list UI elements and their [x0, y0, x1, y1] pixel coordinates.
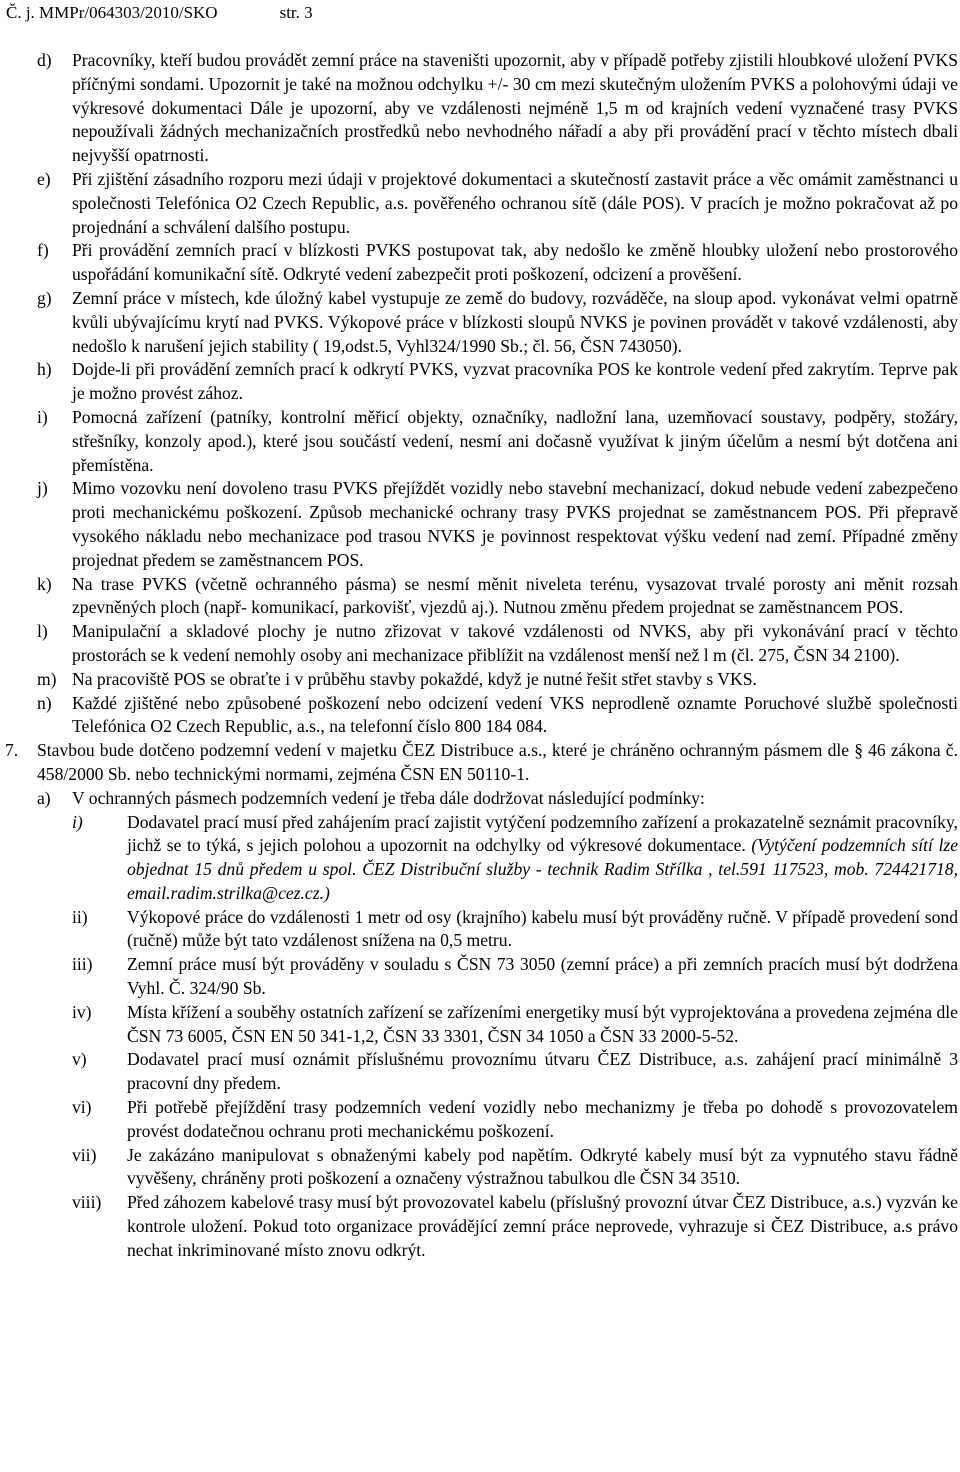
sublist-label: vii) [72, 1144, 97, 1165]
list-label: f) [37, 240, 49, 261]
subitem-ii [0, 906, 960, 954]
list-text: Při provádění zemních prací v blízkosti PVKS postupovat tak, aby nedošlo ke změně hloubky uložení nebo prostorového uspořádání komunikační sítě. Odkryté vedení zabezpečit proti poškození, odcizení a prověšení. [72, 240, 958, 285]
sublist-label: i) [72, 811, 83, 832]
list-label: a) [37, 787, 51, 808]
list-item-f [0, 239, 960, 287]
section-number: 7. [5, 740, 19, 761]
list-label: h) [37, 359, 52, 380]
sublist-italic-note: (Vytýčení podzemních sítí lze objednat 15 dnů předem u spol. ČEZ Distribuční služby - technik Radim Střílka , tel.591 117523, mob. 724421718, email.radim.strilka@cez.cz.) [127, 835, 958, 903]
list-text: Zemní práce v místech, kde úložný kabel vystupuje ze země do budovy, rozváděče, na sloup apod. vykonávat velmi opatrně kvůli ubývajícímu krytí nad PVKS. Výkopové práce v blízkosti sloupů NVKS je povinen provádět v takové vzdálenosti, aby nedošlo k narušení jejich stability ( 19,odst.5, Vyhl324/1990 Sb.; čl. 56, ČSN 743050). [72, 287, 958, 356]
sublist-label: vi) [72, 1097, 92, 1118]
list-text: Každé zjištěné nebo způsobené poškození nebo odcizení vedení VKS neprodleně oznamte Poruchové službě společnosti Telefónica O2 Czech Republic, a.s., na telefonní číslo 800 184 084. [72, 692, 958, 737]
subitem-i [0, 811, 960, 906]
list-text: Dojde-li při provádění zemních prací k odkrytí PVKS, vyzvat pracovníka POS ke kontrole vedení před zakrytím. Teprve pak je možno provést zához. [72, 359, 958, 404]
list-label: d) [37, 50, 52, 70]
list-item-n [0, 692, 960, 740]
list-text: Při zjištění zásadního rozporu mezi údaji v projektové dokumentaci a skutečností zastavit práce a věc omámit zaměstnanci u společnosti Telefónica O2 Czech Republic, a.s. pověřeného ochranou sítě (dále POS). V pracích je možno pokračovat až po projednání a schválení dalšího postupu. [72, 168, 958, 237]
sublist-label: iii) [72, 954, 93, 975]
list-label: i) [37, 406, 48, 427]
sublist-label: iv) [72, 1001, 92, 1022]
list-text: Mimo vozovku není dovoleno trasu PVKS přejíždět vozidly nebo stavební mechanizací, dokud nebude vedení zabezpečeno proti mechanickému poškození. Způsob mechanické ochrany trasy PVKS projednat se zaměstnancem POS. Při přepravě vysokého nákladu nebo mechanizace pod trasou NVKS je povinnost respektovat výšku vedení nad zemí. Případné změny projednat předem se zaměstnancem POS. [72, 478, 958, 570]
sublist-label: viii) [72, 1192, 102, 1213]
section-7 [0, 739, 960, 787]
subitem-vii [0, 1144, 960, 1192]
list-label: l) [37, 621, 48, 642]
sublist-label: ii) [72, 906, 88, 927]
list-item-k [0, 573, 960, 621]
subitem-viii [0, 1191, 960, 1262]
sublist-text: Místa křížení a souběhy ostatních zařízení se zařízeními energetiky musí být vyprojektována a provedena zejména dle ČSN 73 6005, ČSN EN 50 341-1,2, ČSN 33 3301, ČSN 34 1050 a ČSN 33 2000-5-52. [127, 1001, 958, 1046]
list-label: g) [37, 287, 52, 308]
sublist-text: Je zakázáno manipulovat s obnaženými kabely pod napětím. Odkryté kabely musí být za vypnutého stavu řádně vyvěšeny, chráněny proti poškození a označeny výstražnou tabulkou dle ČSN 34 3510. [127, 1144, 958, 1189]
list-item-e [0, 168, 960, 239]
list-item-g [0, 287, 960, 358]
list-item-l [0, 620, 960, 668]
list-text: Pomocná zařízení (patníky, kontrolní měřicí objekty, označníky, nadložní lana, uzemňovací soustavy, podpěry, stožáry, střešníky, konzoly apod.), které jsou součástí vedení, nesmí ani dočasně využívat k jiným účelům a nesmí být dotčena ani přemístěna. [72, 406, 958, 475]
list-text: Manipulační a skladové plochy je nutno zřizovat v takové vzdálenosti od NVKS, aby při vykonávání prací v těchto prostorách se k vedení nemohly osoby ani mechanizace přiblížit na vzdálenost menší než l m (čl. 275, ČSN 34 2100). [72, 621, 958, 665]
document-body [0, 49, 960, 1263]
sublist-label: v) [72, 1049, 87, 1070]
list-label: m) [37, 668, 57, 689]
sublist-text: Před záhozem kabelové trasy musí být provozovatel kabelu (příslušný provozní útvar ČEZ Distribuce, a.s.) vyzván ke kontrole uložení. Pokud toto organizace provádějící zemní práce neprovede, vyhrazuje si ČEZ Distribuce, a.s právo nechat inkriminované místo znovu odkrýt. [127, 1192, 958, 1260]
list-text: V ochranných pásmech podzemních vedení je třeba dále dodržovat následující podmínky: [72, 787, 705, 808]
list-label: n) [37, 692, 52, 713]
page-number: str. 3 [279, 3, 313, 22]
section-text: Stavbou bude dotčeno podzemní vedení v majetku ČEZ Distribuce a.s., které je chráněno ochranným pásmem dle § 46 zákona č. 458/2000 Sb. nebo technickými normami, zejména ČSN EN 50110-1. [37, 740, 958, 784]
sublist-text: Dodavatel prací musí oznámit příslušnému provoznímu útvaru ČEZ Distribuce, a.s. zahájení prací minimálně 3 pracovní dny předem. [127, 1049, 958, 1094]
subitem-v [0, 1048, 960, 1096]
list-item-h [0, 358, 960, 406]
sublist-text: Zemní práce musí být prováděny v souladu s ČSN 73 3050 (zemní práce) a při zemních pracích musí být dodržena Vyhl. Č. 324/90 Sb. [127, 954, 958, 999]
list-label: e) [37, 168, 51, 189]
list-label: k) [37, 573, 52, 594]
sublist-text: Výkopové práce do vzdálenosti 1 metr od osy (krajního) kabelu musí být prováděny ručně. V případě provedení sond (ručně) může být tato vzdálenost snížena na 0,5 metru. [127, 906, 958, 951]
page-header [6, 2, 313, 24]
list-text: Na trase PVKS (včetně ochranného pásma) se nesmí měnit niveleta terénu, vysazovat trvalé porosty ani měnit rozsah zpevněných ploch (např- komunikací, parkovišť, vjezdů aj.). Nutnou změnu předem projednat se zaměstnancem POS. [72, 573, 958, 618]
list-item-m [0, 668, 960, 692]
list-text: Na pracoviště POS se obraťte i v průběhu stavby pokaždé, když je nutné řešit střet stavby s VKS. [72, 668, 757, 689]
subitem-iv [0, 1001, 960, 1049]
list-item-d [0, 49, 960, 168]
list-item-j [0, 477, 960, 572]
section-7-item-a [0, 787, 960, 811]
list-text: Pracovníky, kteří budou provádět zemní práce na staveništi upozornit, aby v případě potřeby zjistili hloubkové uložení PVKS příčnými sondami. Upozornit je také na možnou odchylku +/- 30 cm mezi skutečným uložením PVKS a polohovými údaji ve výkresové dokumentaci Dále je upozorní, aby ve vzdálenosti nejméně 1,5 m od krajních vedení vyznačené trasy PVKS nepoužívali žádných mechanizačních prostředků nebo nevhodného nářadí a aby při provádění prací v těchto místech dbali nejvyšší opatrnosti. [72, 50, 958, 166]
sublist-text: Dodavatel prací musí před zahájením prací zajistit vytýčení podzemního zařízení a prokazatelně seznámit pracovníky, jichž se to týká, s jejich polohou a upozornit na odchylky od výkresové dokumentace. [127, 811, 958, 856]
list-label: j) [37, 478, 48, 499]
document-reference: Č. j. MMPr/064303/2010/SKO [6, 3, 218, 22]
sublist-text: Při potřebě přejíždění trasy podzemních vedení vozidly nebo mechanizmy je třeba po dohodě s provozovatelem provést dodatečnou ochranu proti mechanickému poškození. [127, 1097, 958, 1141]
subitem-iii [0, 953, 960, 1001]
list-item-i [0, 406, 960, 477]
subitem-vi [0, 1096, 960, 1144]
